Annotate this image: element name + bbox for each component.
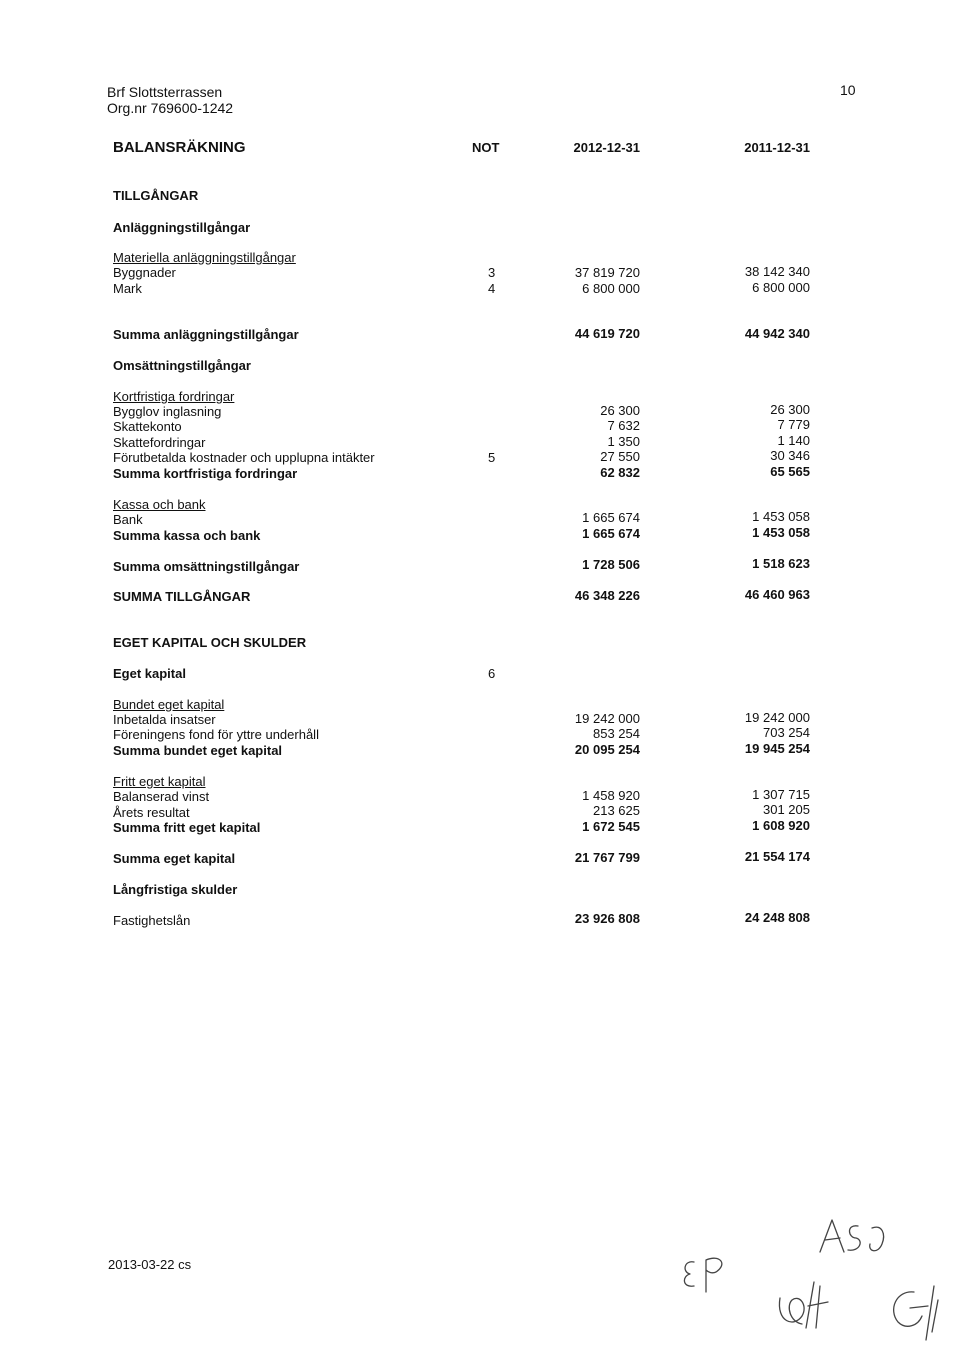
row-value-2012: 27 550 (600, 449, 640, 464)
org-number: Org.nr 769600-1242 (107, 100, 234, 116)
total-assets-2012: 46 348 226 (574, 588, 640, 603)
tangible-assets-heading: Materiella anläggningstillgångar (113, 250, 296, 265)
sum-value-2011: 1 518 623 (752, 556, 810, 571)
sum-value-2012: 1 672 545 (582, 819, 640, 834)
row-not: 5 (488, 450, 496, 465)
row-label: Skattekonto (113, 419, 182, 434)
sum-label: Summa omsättningstillgångar (113, 559, 300, 574)
row-label: Årets resultat (113, 805, 190, 820)
free-equity-heading: Fritt eget kapital (113, 774, 206, 789)
sum-value-2011: 21 554 174 (744, 849, 810, 864)
row-value-2012: 1 458 920 (582, 788, 640, 803)
row-value-2012: 1 665 674 (582, 510, 640, 525)
row-label: Inbetalda insatser (113, 712, 216, 727)
row-label: Skattefordringar (113, 435, 206, 450)
fixed-assets-heading: Anläggningstillgångar (113, 220, 251, 235)
col-header-2011: 2011-12-31 (744, 140, 810, 155)
sum-value-2012: 1 665 674 (582, 526, 640, 541)
row-value-2011: 1 307 715 (752, 787, 810, 802)
row-label: Föreningens fond för yttre underhåll (113, 727, 319, 742)
assets-heading: TILLGÅNGAR (113, 188, 199, 203)
org-name: Brf Slottsterrassen (107, 84, 223, 100)
sum-value-2011: 1 453 058 (752, 525, 810, 540)
row-value-2012: 1 350 (607, 434, 640, 449)
cash-heading: Kassa och bank (113, 497, 206, 512)
page-number: 10 (840, 82, 856, 98)
signature-initials-1 (772, 1276, 836, 1336)
row-value-2012: 6 800 000 (582, 281, 640, 296)
sum-label: Summa kortfristiga fordringar (113, 466, 298, 481)
row-value-2011: 38 142 340 (744, 264, 810, 279)
row-label: Bank (113, 512, 143, 527)
row-value-2011: 703 254 (763, 725, 810, 740)
receivables-heading: Kortfristiga fordringar (113, 389, 235, 404)
sum-label: Summa fritt eget kapital (113, 820, 261, 835)
row-value-2012: 7 632 (607, 418, 640, 433)
row-not: 4 (488, 281, 496, 296)
page-title: BALANSRÄKNING (113, 139, 246, 156)
col-header-not: NOT (472, 140, 500, 155)
row-value-2012: 213 625 (593, 803, 640, 818)
signature-asj (816, 1212, 896, 1262)
row-value-2012: 26 300 (600, 403, 640, 418)
sum-value-2011: 44 942 340 (744, 326, 810, 341)
total-assets-2011: 46 460 963 (744, 587, 810, 602)
total-assets-label: SUMMA TILLGÅNGAR (113, 589, 251, 604)
row-value-2011: 30 346 (770, 448, 810, 463)
row-value-2011: 26 300 (770, 402, 810, 417)
signature-initials-2 (884, 1282, 948, 1342)
restricted-equity-heading: Bundet eget kapital (113, 697, 225, 712)
equity-not: 6 (488, 666, 496, 681)
sum-value-2011: 19 945 254 (744, 741, 810, 756)
signature-ep (676, 1250, 736, 1300)
sum-value-2012: 21 767 799 (574, 850, 640, 865)
equity-liabilities-heading: EGET KAPITAL OCH SKULDER (113, 635, 307, 650)
row-value-2012: 19 242 000 (574, 711, 640, 726)
sum-value-2011: 1 608 920 (752, 818, 810, 833)
sum-label: Summa eget kapital (113, 851, 236, 866)
equity-heading: Eget kapital (113, 666, 186, 681)
sum-value-2012: 20 095 254 (574, 742, 640, 757)
longterm-liabilities-heading: Långfristiga skulder (113, 882, 238, 897)
row-value-2011: 24 248 808 (744, 910, 810, 925)
row-label: Bygglov inglasning (113, 404, 222, 419)
sum-value-2012: 1 728 506 (582, 557, 640, 572)
row-value-2011: 7 779 (777, 417, 810, 432)
row-value-2012: 23 926 808 (574, 911, 640, 926)
row-value-2011: 1 140 (777, 433, 810, 448)
row-value-2012: 853 254 (593, 726, 640, 741)
current-assets-heading: Omsättningstillgångar (113, 358, 251, 373)
row-value-2011: 19 242 000 (744, 710, 810, 725)
col-header-2012: 2012-12-31 (573, 140, 640, 155)
row-label: Förutbetalda kostnader och upplupna intäkter (113, 450, 375, 465)
row-value-2011: 301 205 (763, 802, 810, 817)
footer-date: 2013-03-22 cs (108, 1257, 192, 1272)
sum-value-2012: 44 619 720 (574, 326, 640, 341)
row-label: Byggnader (113, 265, 176, 280)
row-value-2011: 6 800 000 (752, 280, 810, 295)
row-label: Balanserad vinst (113, 789, 210, 804)
sum-label: Summa bundet eget kapital (113, 743, 283, 758)
sum-value-2011: 65 565 (770, 464, 810, 479)
sum-label: Summa anläggningstillgångar (113, 327, 299, 342)
row-value-2012: 37 819 720 (574, 265, 640, 280)
row-not: 3 (488, 265, 496, 280)
row-value-2011: 1 453 058 (752, 509, 810, 524)
row-label: Mark (113, 281, 142, 296)
sum-value-2012: 62 832 (600, 465, 640, 480)
row-label: Fastighetslån (113, 913, 191, 928)
sum-label: Summa kassa och bank (113, 528, 261, 543)
